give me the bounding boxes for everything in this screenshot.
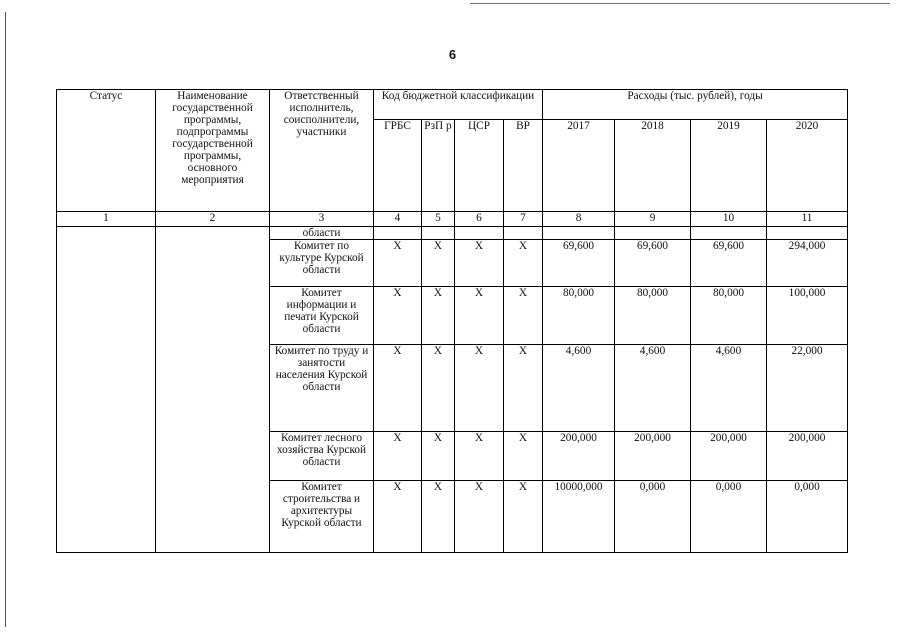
rzpr-cell: Х	[422, 345, 455, 432]
value-2020	[767, 227, 848, 240]
value-2019: 200,000	[691, 432, 767, 481]
grbs-cell: Х	[374, 432, 422, 481]
column-number: 3	[270, 212, 374, 227]
margin-line	[5, 12, 6, 627]
header-grbs: ГРБС	[374, 120, 422, 212]
vr-cell: Х	[504, 240, 543, 287]
value-2017	[543, 227, 615, 240]
grbs-cell: Х	[374, 287, 422, 345]
value-2020: 0,000	[767, 481, 848, 553]
value-2018: 69,600	[615, 240, 691, 287]
vr-cell: Х	[504, 345, 543, 432]
top-rule	[470, 3, 890, 4]
csr-cell: Х	[455, 432, 504, 481]
name-cell	[156, 227, 270, 553]
csr-cell: Х	[455, 345, 504, 432]
grbs-cell	[374, 227, 422, 240]
column-number: 1	[57, 212, 156, 227]
value-2017: 69,600	[543, 240, 615, 287]
column-number: 5	[422, 212, 455, 227]
column-number: 6	[455, 212, 504, 227]
column-number: 7	[504, 212, 543, 227]
header-2018: 2018	[615, 120, 691, 212]
vr-cell: Х	[504, 287, 543, 345]
csr-cell: Х	[455, 481, 504, 553]
column-number: 10	[691, 212, 767, 227]
budget-table	[56, 89, 848, 553]
value-2020: 22,000	[767, 345, 848, 432]
csr-cell: Х	[455, 287, 504, 345]
value-2019: 69,600	[691, 240, 767, 287]
value-2020: 294,000	[767, 240, 848, 287]
csr-cell	[455, 227, 504, 240]
status-cell	[57, 227, 156, 553]
value-2019: 0,000	[691, 481, 767, 553]
header-expenses: Расходы (тыс. рублей), годы	[543, 90, 848, 120]
table-row	[57, 227, 848, 240]
csr-cell: Х	[455, 240, 504, 287]
value-2018: 80,000	[615, 287, 691, 345]
column-number: 2	[156, 212, 270, 227]
header-2019: 2019	[691, 120, 767, 212]
participant-cell: Комитет информации и печати Курской области	[270, 287, 374, 345]
rzpr-cell: Х	[422, 481, 455, 553]
value-2018: 0,000	[615, 481, 691, 553]
participant-cell: Комитет по культуре Курской области	[270, 240, 374, 287]
page-number: 6	[448, 47, 457, 62]
value-2018: 200,000	[615, 432, 691, 481]
column-number: 8	[543, 212, 615, 227]
participant-cell: Комитет лесного хозяйства Курской области	[270, 432, 374, 481]
vr-cell	[504, 227, 543, 240]
grbs-cell: Х	[374, 481, 422, 553]
value-2018	[615, 227, 691, 240]
column-number: 11	[767, 212, 848, 227]
grbs-cell: Х	[374, 240, 422, 287]
value-2019: 80,000	[691, 287, 767, 345]
value-2017: 10000,000	[543, 481, 615, 553]
rzpr-cell	[422, 227, 455, 240]
participant-cell: Комитет по труду и занятости населения Курской области	[270, 345, 374, 432]
participant-cell: области	[270, 227, 374, 240]
column-number-row	[57, 212, 848, 227]
column-number: 9	[615, 212, 691, 227]
header-rzpr: РзП р	[422, 120, 455, 212]
value-2018: 4,600	[615, 345, 691, 432]
value-2017: 200,000	[543, 432, 615, 481]
header-status: Статус	[57, 90, 156, 212]
column-number: 4	[374, 212, 422, 227]
value-2019	[691, 227, 767, 240]
header-responsible: Ответственный исполнитель, соисполнители, участники	[270, 90, 374, 212]
header-2017: 2017	[543, 120, 615, 212]
value-2020: 200,000	[767, 432, 848, 481]
header-2020: 2020	[767, 120, 848, 212]
header-budget-code: Код бюджетной классификации	[374, 90, 543, 120]
header-name: Наименование государственной программы, подпрограммы государственной программы, основного мероприятия	[156, 90, 270, 212]
value-2019: 4,600	[691, 345, 767, 432]
participant-cell: Комитет строительства и архитектуры Курской области	[270, 481, 374, 553]
vr-cell: Х	[504, 481, 543, 553]
rzpr-cell: Х	[422, 287, 455, 345]
header-vr: ВР	[504, 120, 543, 212]
value-2017: 4,600	[543, 345, 615, 432]
vr-cell: Х	[504, 432, 543, 481]
value-2020: 100,000	[767, 287, 848, 345]
header-csr: ЦСР	[455, 120, 504, 212]
grbs-cell: Х	[374, 345, 422, 432]
rzpr-cell: Х	[422, 432, 455, 481]
value-2017: 80,000	[543, 287, 615, 345]
rzpr-cell: Х	[422, 240, 455, 287]
